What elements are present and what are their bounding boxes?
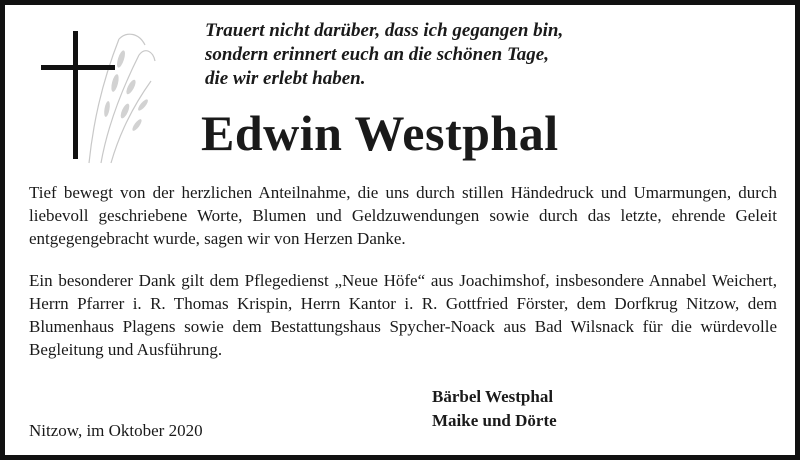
signatories [432,385,557,433]
signer-name: Maike und Dörte [432,411,557,430]
memorial-quote [205,19,765,91]
cross-with-grass-icon [27,25,157,165]
quote-line: sondern erinnert euch an die schönen Tage, [205,44,549,65]
thanks-paragraph: Tief bewegt von der herzlichen Anteilnahme, die uns durch stillen Händedruck und Umarmungen, durch liebevoll geschriebene Worte, Blumen und Geldzuwendungen sowie durch das letzte, ehrende Geleit entgegengebracht wurde, sagen wir von Herzen Danke. [29,183,777,248]
special-thanks-paragraph: Ein besonderer Dank gilt dem Pflegedienst „Neue Höfe“ aus Joachimshof, insbesondere Annabel Weichert, Herrn Pfarrer i. R. Thomas Krispin, Herrn Kantor i. R. Gottfried Förster, dem Dorfkrug Nitzow, dem Blumenhaus Plagens sowie dem Bestattungshaus Spycher-Noack aus Bad Wilsnack für die würdevolle Begleitung und Ausführung. [29,271,777,359]
quote-line: die wir erlebt haben. [205,68,366,89]
signer-name: Bärbel Westphal [432,387,554,406]
deceased-name: Edwin Westphal [201,105,559,161]
place-and-date: Nitzow, im Oktober 2020 [29,421,203,440]
quote-line: Trauert nicht darüber, dass ich gegangen bin, [205,20,564,41]
